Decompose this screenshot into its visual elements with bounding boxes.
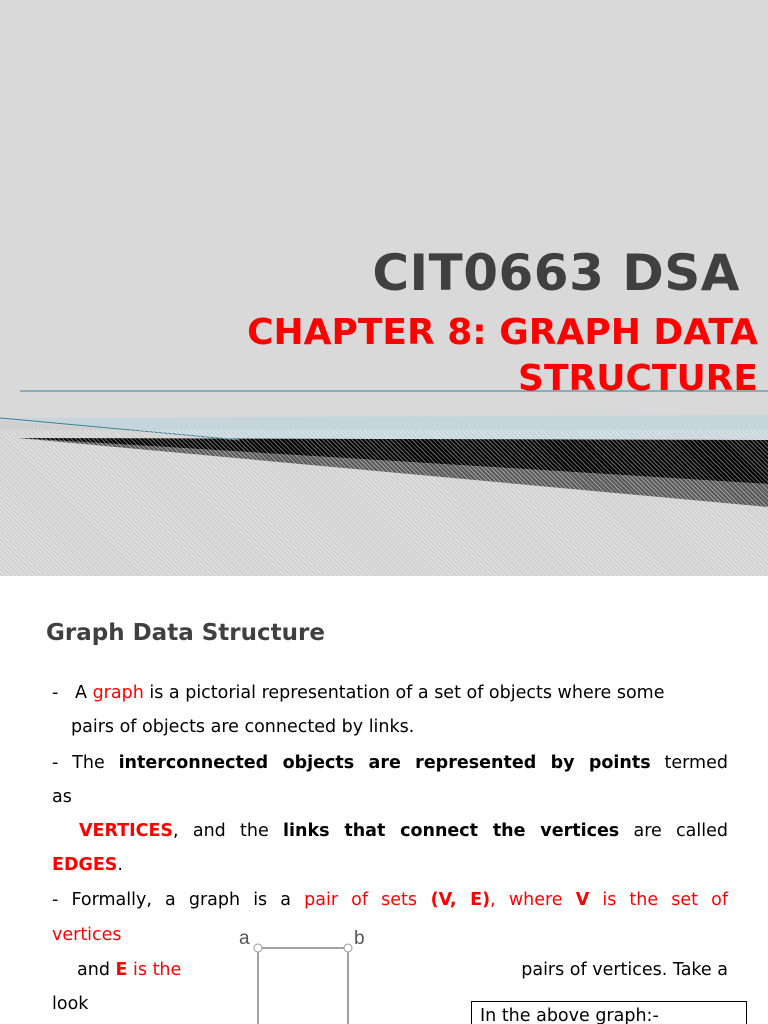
- text-line-9-right: pairs of vertices. Take a: [521, 960, 728, 980]
- chapter-title-line1: CHAPTER 8: GRAPH DATA: [247, 312, 758, 353]
- red-phrase: is the set of: [589, 890, 728, 910]
- text-span: are called: [619, 821, 728, 841]
- red-phrase: pair of sets: [304, 890, 417, 910]
- text-line-9-left: [77, 959, 181, 981]
- bullet-dash: -: [52, 683, 59, 703]
- keyword-ve: (V, E): [416, 890, 491, 910]
- texture-overlay: [0, 430, 768, 576]
- vertex-a-node: [254, 944, 262, 952]
- content-slide: [0, 576, 768, 1024]
- graph-diagram: [230, 926, 390, 1024]
- bold-phrase: interconnected objects are represented by points: [118, 753, 651, 773]
- text-span: The: [72, 753, 119, 773]
- bullet-line-1: [52, 682, 665, 704]
- text-span: A: [75, 683, 93, 703]
- keyword-graph: graph: [92, 683, 144, 703]
- vertex-a-label: a: [239, 928, 250, 949]
- chapter-title: [138, 310, 758, 402]
- text-span: .: [117, 855, 123, 875]
- keyword-edges: EDGES: [52, 855, 118, 875]
- keyword-v: V: [575, 890, 590, 910]
- text-line-8: vertices: [52, 925, 122, 945]
- text-span: is a pictorial representation of a set of objects where some: [143, 683, 665, 703]
- caption-box: In the above graph:-: [471, 1001, 747, 1024]
- text-span: Formally, a graph is a: [71, 890, 305, 910]
- bullet-line-7: [52, 889, 728, 911]
- text-span: , where: [490, 890, 576, 910]
- keyword-e: E: [115, 960, 128, 980]
- vertex-b-label: b: [354, 928, 365, 949]
- text-span: , and the: [173, 821, 284, 841]
- bullet-dash: -: [52, 890, 59, 910]
- bullet-dash: -: [52, 753, 59, 773]
- course-title: CIT0663 DSA: [372, 244, 740, 302]
- text-line-2: pairs of objects are connected by links.: [71, 717, 415, 737]
- text-line-4: as: [52, 787, 72, 807]
- text-line-6: [52, 854, 123, 876]
- text-span: and: [77, 960, 116, 980]
- text-line-5: [79, 820, 728, 842]
- slide-heading: Graph Data Structure: [46, 620, 325, 646]
- keyword-vertices: VERTICES: [79, 821, 174, 841]
- bold-phrase: links that connect the vertices: [283, 821, 620, 841]
- vertex-b-node: [344, 944, 352, 952]
- red-phrase: is the: [127, 960, 182, 980]
- bullet-line-3: [52, 752, 728, 774]
- text-line-10: look: [52, 994, 89, 1014]
- text-span: termed: [650, 753, 728, 773]
- chapter-title-line2: STRUCTURE: [518, 358, 758, 399]
